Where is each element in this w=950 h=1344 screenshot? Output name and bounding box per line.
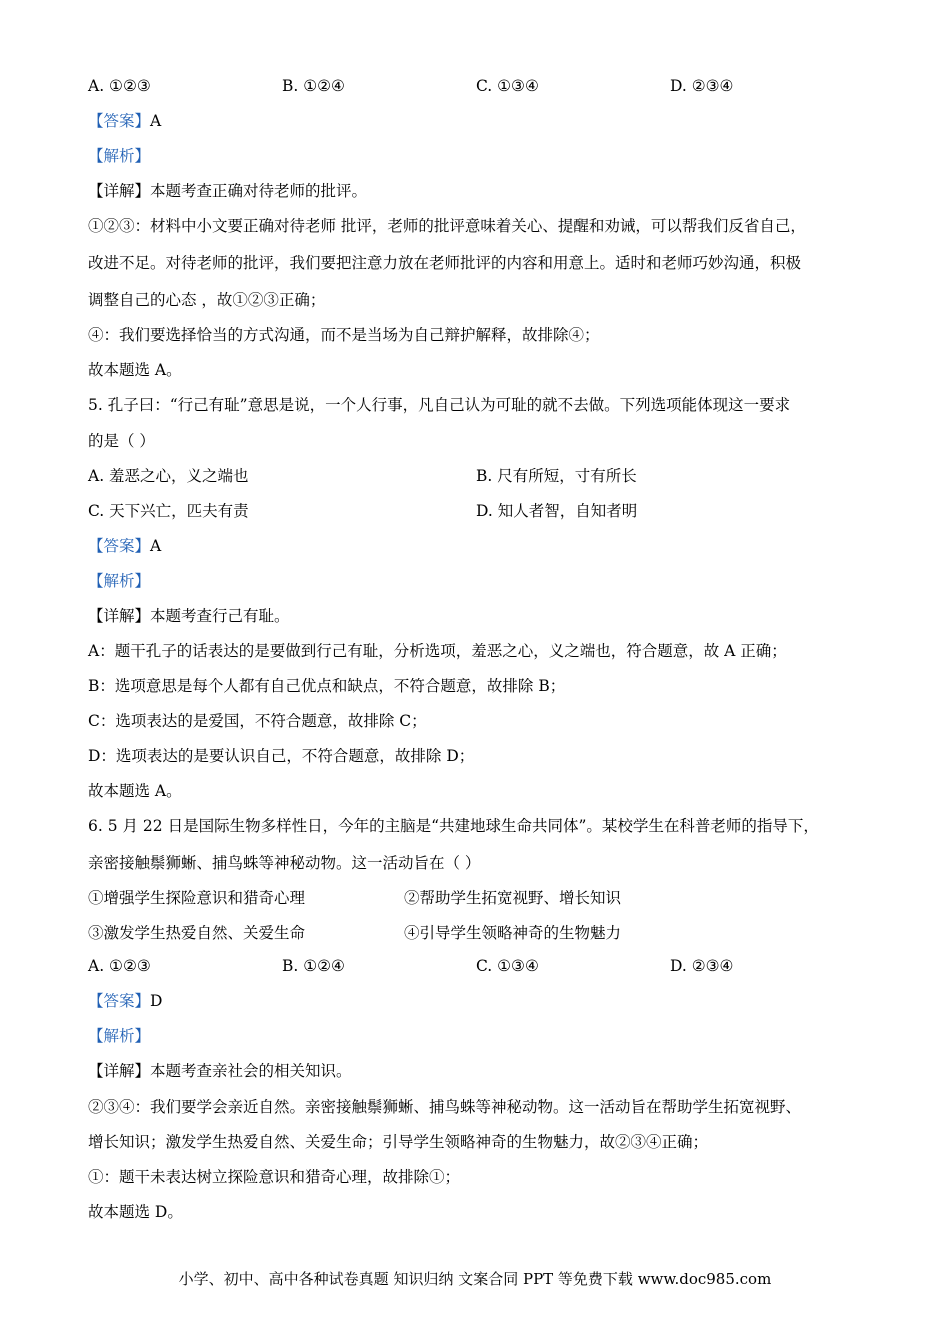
q6-item-1: ①增强学生探险意识和猎奇心理	[88, 889, 306, 907]
q4-analysis-tag: 【解析】	[88, 147, 151, 165]
answer-tag: 【答案】	[88, 537, 151, 555]
q4-line: 调整自己的心态 ，故①②③正确；	[88, 291, 326, 309]
q5-analysis-tag: 【解析】	[88, 572, 151, 590]
q6-answer	[88, 990, 162, 1012]
q5-answer	[88, 535, 161, 557]
q6-option-d: D. ②③④	[670, 957, 734, 975]
q6-stem: 6. 5 月 22 日是国际生物多样性日，今年的主脑是“共建地球生命共同体”。某校学生在科普老师的指导下，	[88, 817, 819, 835]
q6-option-a: A. ①②③	[88, 957, 151, 975]
detail-tag: 【详解】	[88, 182, 151, 200]
q6-line: 增长知识；激发学生热爱自然、关爱生命；引导学生领略神奇的生物魅力，故②③④正确；	[88, 1133, 709, 1151]
detail-text: 本题考查行己有耻。	[150, 607, 290, 625]
q5-option-c: C. 天下兴亡，匹夫有责	[88, 502, 249, 520]
q5-detail	[88, 605, 290, 627]
q4-option-c: C. ①③④	[476, 77, 539, 95]
q5-line: D：选项表达的是要认识自己，不符合题意，故排除 D；	[88, 747, 475, 765]
q4-line: ④：我们要选择恰当的方式沟通，而不是当场为自己辩护解释，故排除④；	[88, 326, 600, 344]
q4-answer	[88, 110, 161, 132]
q6-item-4: ④引导学生领略神奇的生物魅力	[404, 924, 622, 942]
q6-line: ②③④：我们要学会亲近自然。亲密接触鬃狮蜥、捕鸟蛛等神秘动物。这一活动旨在帮助学生拓宽视野、	[88, 1098, 802, 1116]
detail-tag: 【详解】	[88, 607, 151, 625]
q6-stem: 亲密接触鬃狮蜥、捕鸟蛛等神秘动物。这一活动旨在（ ）	[88, 854, 481, 872]
q5-line: C：选项表达的是爱国，不符合题意，故排除 C；	[88, 712, 427, 730]
q5-line: B：选项意思是每个人都有自己优点和缺点，不符合题意，故排除 B；	[88, 677, 566, 695]
q5-line: A：题干孔子的话表达的是要做到行己有耻，分析选项，羞恶之心，义之端也，符合题意，故 A 正确；	[88, 642, 787, 660]
q4-line: ①②③：材料中小文要正确对待老师 批评，老师的批评意味着关心、提醒和劝诫，可以帮我们反省自己，	[88, 217, 806, 235]
q4-option-b: B. ①②④	[282, 77, 345, 95]
answer-value: D	[150, 992, 163, 1010]
answer-value: A	[150, 537, 162, 555]
answer-tag: 【答案】	[88, 112, 151, 130]
q5-option-d: D. 知人者智，自知者明	[476, 502, 638, 520]
page-footer: 小学、初中、高中各种试卷真题 知识归纳 文案合同 PPT 等免费下载 www.doc985.com	[178, 1270, 772, 1288]
q6-item-2: ②帮助学生拓宽视野、增长知识	[404, 889, 622, 907]
detail-tag: 【详解】	[88, 1062, 151, 1080]
q4-line: 改进不足。对待老师的批评，我们要把注意力放在老师批评的内容和用意上。适时和老师巧妙沟通，积极	[88, 254, 802, 272]
detail-text: 本题考查正确对待老师的批评。	[150, 182, 368, 200]
q5-option-a: A. 羞恶之心，义之端也	[88, 467, 249, 485]
answer-tag: 【答案】	[88, 992, 151, 1010]
q5-option-b: B. 尺有所短，寸有所长	[476, 467, 637, 485]
q6-analysis-tag: 【解析】	[88, 1027, 151, 1045]
q6-detail	[88, 1060, 352, 1082]
q6-line: ①：题干未表达树立探险意识和猎奇心理，故排除①；	[88, 1168, 461, 1186]
answer-value: A	[150, 112, 162, 130]
q5-stem: 的是（ ）	[88, 432, 155, 450]
q5-stem: 5. 孔子曰：“行己有耻”意思是说，一个人行事，凡自己认为可耻的就不去做。下列选项能体现这一要求	[88, 396, 791, 414]
q4-option-a: A. ①②③	[88, 77, 151, 95]
q5-line: 故本题选 A。	[88, 782, 182, 800]
q6-line: 故本题选 D。	[88, 1203, 183, 1221]
q6-option-c: C. ①③④	[476, 957, 539, 975]
detail-text: 本题考查亲社会的相关知识。	[150, 1062, 352, 1080]
q4-detail	[88, 180, 367, 202]
q4-option-d: D. ②③④	[670, 77, 734, 95]
q6-option-b: B. ①②④	[282, 957, 345, 975]
q4-line: 故本题选 A。	[88, 361, 182, 379]
q6-item-3: ③激发学生热爱自然、关爱生命	[88, 924, 306, 942]
